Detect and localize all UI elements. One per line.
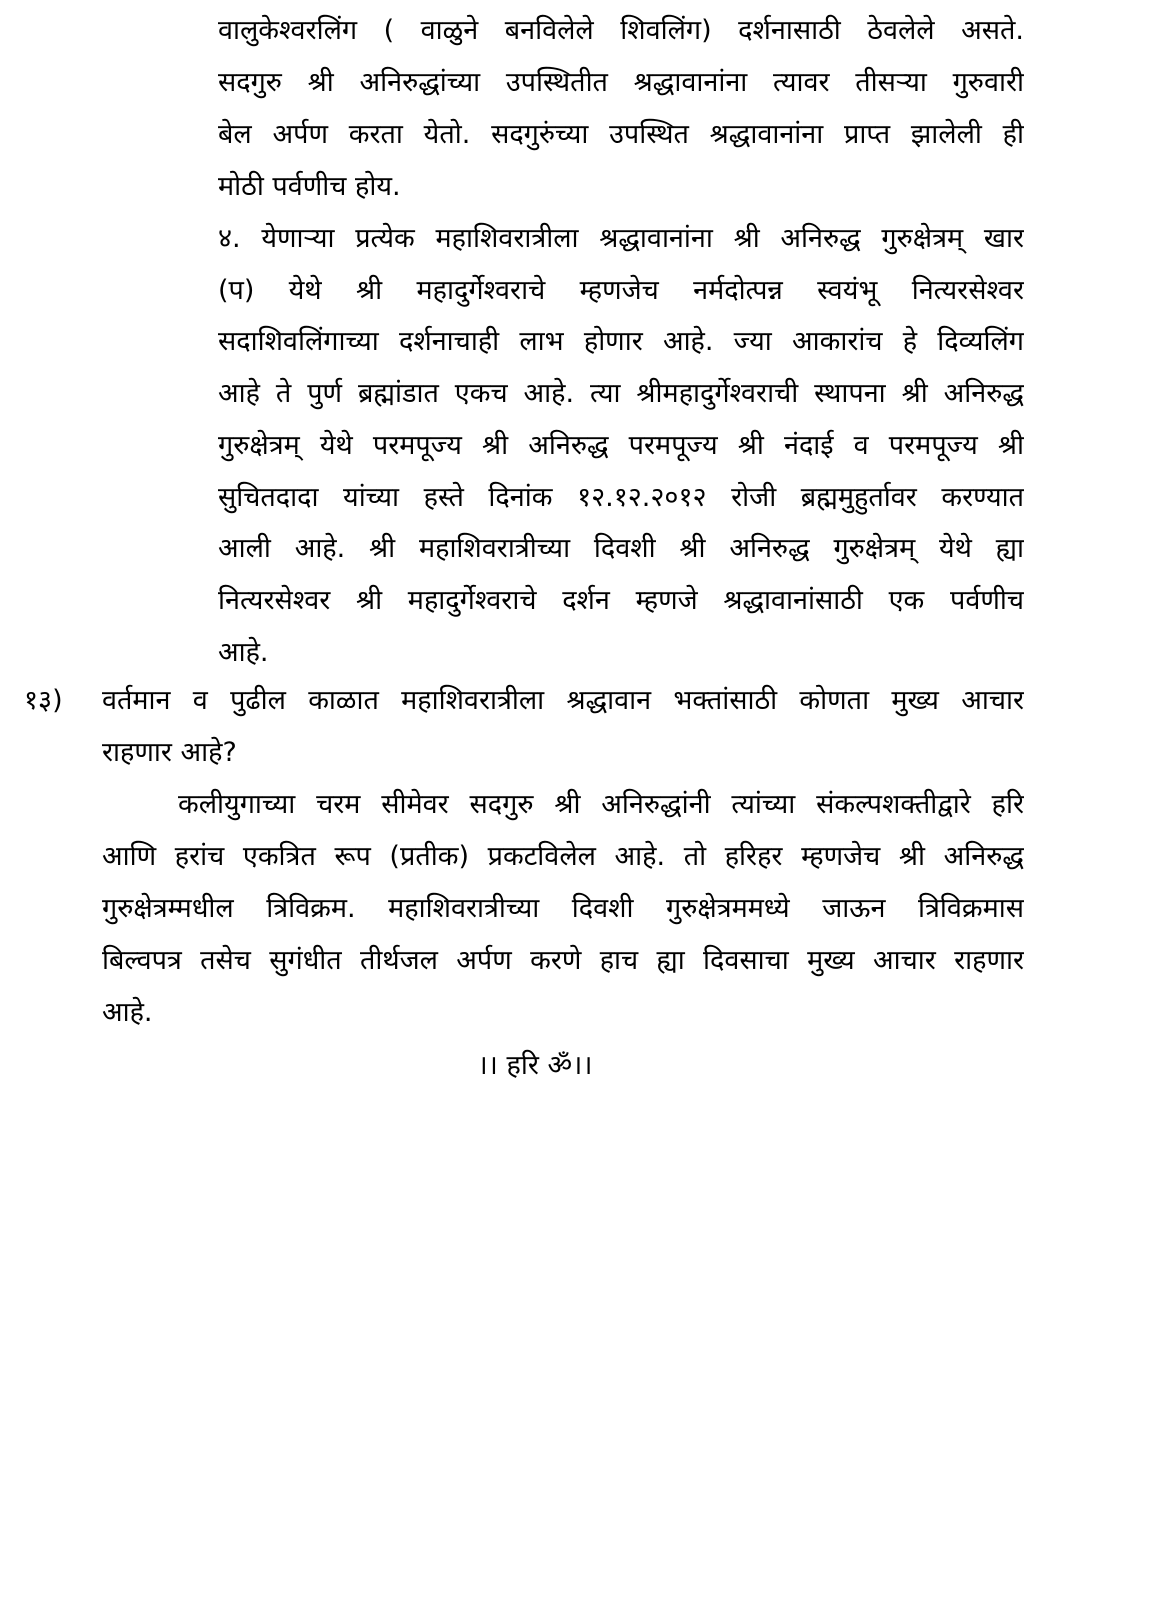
answer-line: आहे. xyxy=(102,997,153,1028)
point3-line: मोठी पर्वणीच होय. xyxy=(218,171,401,202)
point4-line: आहे ते पुर्ण ब्रह्मांडात एकच आहे. त्या श्रीमहादुर्गेश्वराची स्थापना श्री अनिरुद्ध xyxy=(218,378,1024,409)
answer-line: कलीयुगाच्या चरम सीमेवर सदगुरु श्री अनिरुद्धांनी त्यांच्या संकल्पशक्तीद्वारे हरि xyxy=(178,789,1024,820)
point3-line: सदगुरु श्री अनिरुद्धांच्या उपस्थितीत श्रद्धावानांना त्यावर तीसऱ्या गुरुवारी xyxy=(218,67,1024,98)
point4-line: आहे. xyxy=(218,637,269,668)
point4-line: आली आहे. श्री महाशिवरात्रीच्या दिवशी श्री अनिरुद्ध गुरुक्षेत्रम् येथे ह्या xyxy=(218,533,1024,564)
point3-line: बेल अर्पण करता येतो. सदगुरुंच्या उपस्थित श्रद्धावानांना प्राप्त झालेली ही xyxy=(218,119,1024,150)
point3-line: वालुकेश्वरलिंग ( वाळुने बनविलेले शिवलिंग) दर्शनासाठी ठेवलेले असते. xyxy=(218,15,1024,46)
point4-line: ४. येणाऱ्या प्रत्येक महाशिवरात्रीला श्रद्धावानांना श्री अनिरुद्ध गुरुक्षेत्रम् खार xyxy=(218,223,1024,254)
question-line: राहणार आहे? xyxy=(102,737,237,768)
closing-invocation: ।। हरि ॐ।। xyxy=(477,1050,593,1081)
answer-line: आणि हरांच एकत्रित रूप (प्रतीक) प्रकटविलेल आहे. तो हरिहर म्हणजेच श्री अनिरुद्ध xyxy=(102,841,1024,872)
point4-line: (प) येथे श्री महादुर्गेश्वराचे म्हणजेच नर्मदोत्पन्न स्वयंभू नित्यरसेश्वर xyxy=(218,275,1024,306)
point4-line: गुरुक्षेत्रम् येथे परमपूज्य श्री अनिरुद्ध परमपूज्य श्री नंदाई व परमपूज्य श्री xyxy=(218,430,1024,461)
question-line: वर्तमान व पुढील काळात महाशिवरात्रीला श्रद्धावान भक्तांसाठी कोणता मुख्य आचार xyxy=(102,685,1024,716)
point4-line: सुचितदादा यांच्या हस्ते दिनांक १२.१२.२०१२ रोजी ब्रह्ममुहुर्तावर करण्यात xyxy=(218,482,1024,513)
answer-line: गुरुक्षेत्रम्मधील त्रिविक्रम. महाशिवरात्रीच्या दिवशी गुरुक्षेत्रममध्ये जाऊन त्रिविक्रमास xyxy=(102,893,1024,924)
point4-line: सदाशिवलिंगाच्या दर्शनाचाही लाभ होणार आहे. ज्या आकारांच हे दिव्यलिंग xyxy=(218,326,1024,357)
point4-line: नित्यरसेश्वर श्री महादुर्गेश्वराचे दर्शन म्हणजे श्रद्धावानांसाठी एक पर्वणीच xyxy=(218,585,1024,616)
question-number: १३) xyxy=(24,685,63,716)
answer-line: बिल्वपत्र तसेच सुगंधीत तीर्थजल अर्पण करणे हाच ह्या दिवसाचा मुख्य आचार राहणार xyxy=(102,945,1024,976)
